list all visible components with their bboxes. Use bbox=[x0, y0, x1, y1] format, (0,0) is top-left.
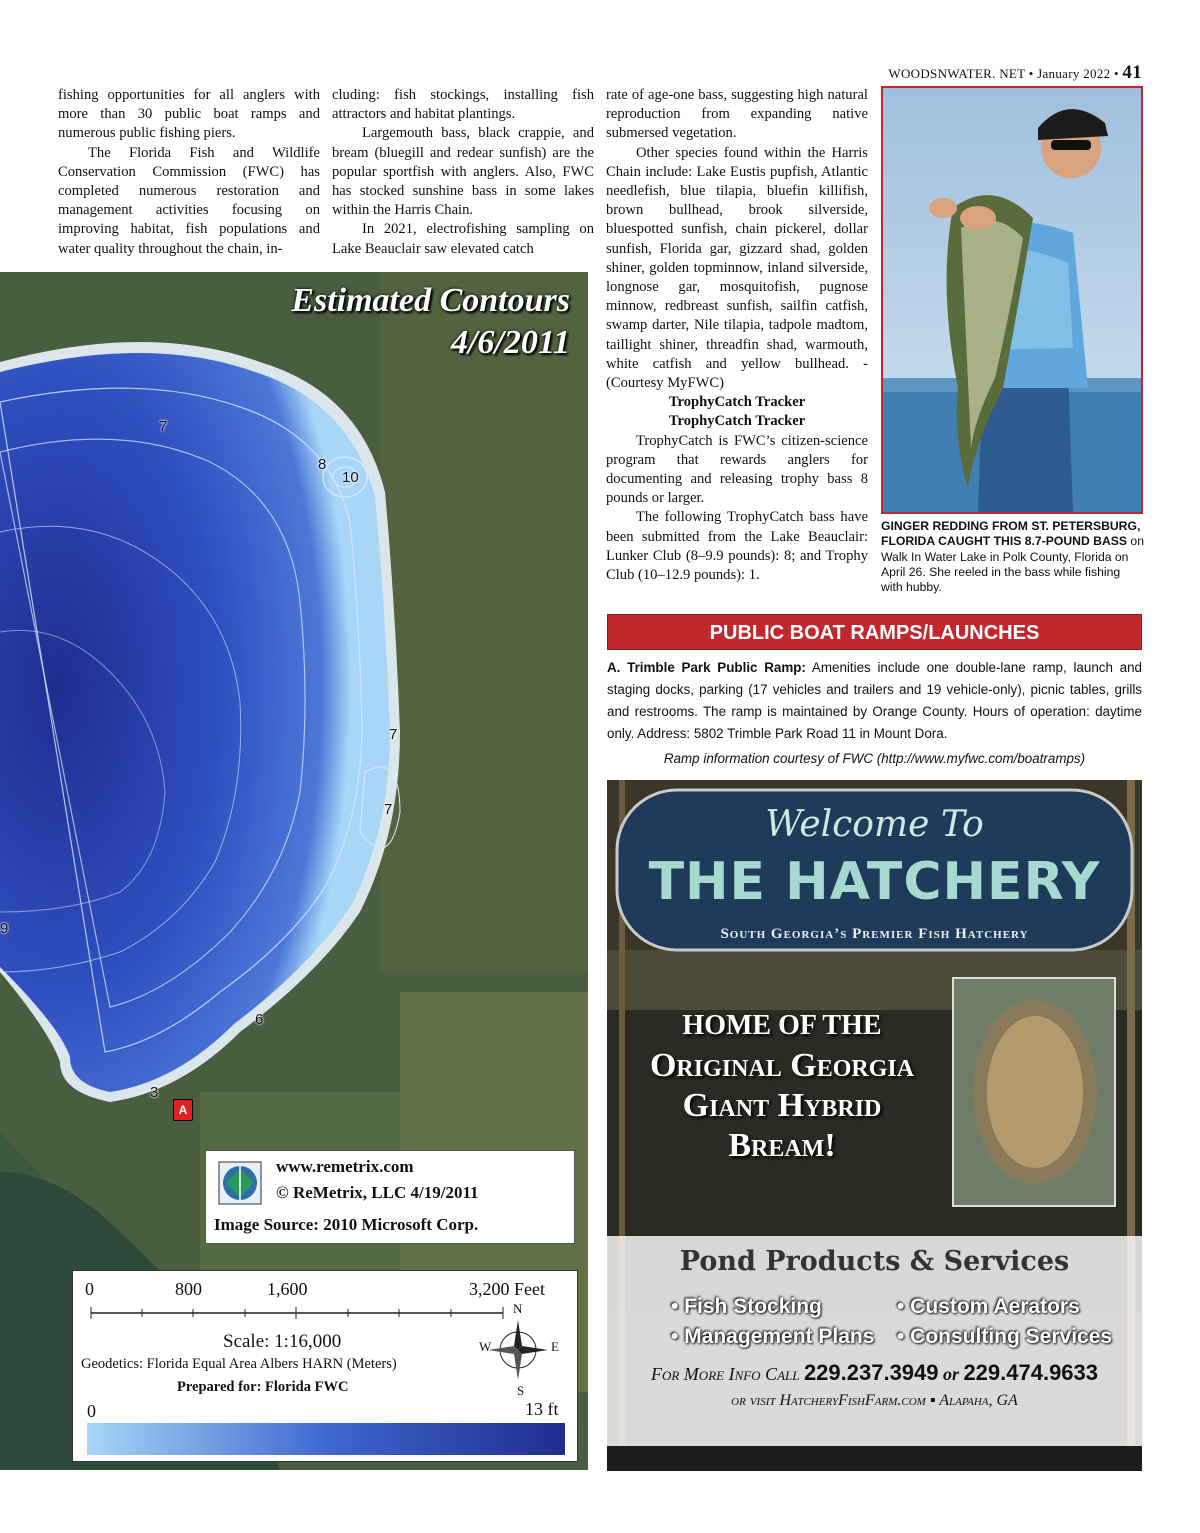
depth-label: 9 bbox=[0, 920, 9, 937]
scale-bar bbox=[83, 1305, 523, 1321]
ad-service-item: • Fish Stocking bbox=[671, 1295, 822, 1318]
map-legend bbox=[72, 1270, 578, 1462]
ad-services-right bbox=[897, 1292, 1112, 1352]
ad-tagline-line: Bream! bbox=[728, 1127, 836, 1164]
depth-label: 7 bbox=[384, 801, 393, 818]
page-header bbox=[888, 62, 1142, 84]
angler-photo bbox=[881, 86, 1143, 514]
article-column-3 bbox=[606, 86, 868, 585]
paragraph: Other species found within the Harris Chain include: Lake Eustis pupfish, Atlantic needlefish, blue tilapia, bluefin killifish, brown bullhead, brook silverside, bluespotted sunfish, chain pickerel, dollar sunfish, Florida gar, gizzard shad, golden shiner, golden topminnow, inland silverside, longnose gar, mosquitofish, pugnose minnow, redbreast sunfish, sailfin catfish, swamp darter, Nile tilapia, tadpole madtom, taillight shiner, threadfin shad, warmouth, white catfish and yellow bullhead. - (Courtesy MyFWC) bbox=[606, 144, 868, 392]
paragraph: In 2021, electrofishing sampling on Lake Beauclair saw elevated catch bbox=[332, 221, 594, 257]
header-separator: • bbox=[1028, 66, 1034, 81]
ad-phone-line bbox=[607, 1360, 1142, 1386]
hatchery-advertisement bbox=[607, 780, 1142, 1471]
depth-label: 8 bbox=[318, 456, 327, 473]
scale-tick-label: 800 bbox=[175, 1279, 202, 1299]
depth-label: 10 bbox=[342, 469, 359, 486]
compass-rose-icon bbox=[483, 1315, 553, 1385]
site-name: WOODSNWATER. NET bbox=[888, 66, 1026, 81]
map-title-line: Estimated Contours bbox=[291, 282, 570, 319]
prepared-for: Prepared for: Florida FWC bbox=[177, 1379, 349, 1395]
issue-date: January 2022 bbox=[1037, 66, 1111, 81]
ad-service-item: • Custom Aerators bbox=[897, 1295, 1080, 1318]
article-column-2 bbox=[332, 86, 594, 259]
ramp-credit: Ramp information courtesy of FWC (http://www.myfwc.com/boatramps) bbox=[663, 751, 1086, 766]
depth-label: 3 bbox=[150, 1084, 159, 1101]
scale-tick-label: 1,600 bbox=[267, 1279, 308, 1299]
paragraph: rate of age-one bass, suggesting high natural reproduction from expanding native submersed vegetation. bbox=[606, 87, 868, 142]
depth-gradient-bar bbox=[87, 1423, 565, 1455]
ad-products-title: Pond Products & Services bbox=[679, 1246, 1070, 1277]
compass-e: E bbox=[551, 1339, 559, 1354]
paragraph: fishing opportunities for all anglers with more than 30 public boat ramps and numerous public fishing piers. bbox=[58, 87, 320, 142]
subheading: TrophyCatch Tracker bbox=[668, 394, 806, 411]
depth-label: 7 bbox=[389, 726, 398, 743]
depth-label: 7 bbox=[159, 418, 168, 435]
ad-service-item: • Management Plans bbox=[671, 1325, 875, 1348]
credit-source: Image Source: 2010 Microsoft Corp. bbox=[214, 1215, 479, 1234]
ad-sign-subtitle: South Georgia’s Premier Fish Hatchery bbox=[720, 926, 1029, 942]
depth-max-label: 13 ft bbox=[525, 1399, 559, 1419]
scale-tick-label: 3,200 Feet bbox=[469, 1279, 545, 1299]
section-heading-bar: PUBLIC BOAT RAMPS/LAUNCHES bbox=[607, 614, 1142, 650]
ad-service-item: • Consulting Services bbox=[897, 1325, 1113, 1348]
depth-label: 6 bbox=[255, 1011, 264, 1028]
scale-tick-label: 0 bbox=[85, 1279, 94, 1299]
caption-bold: GINGER REDDING FROM ST. PETERSBURG, FLORIDA CAUGHT THIS 8.7-POUND BASS bbox=[881, 519, 1141, 549]
map-title-date: 4/6/2011 bbox=[450, 324, 570, 361]
photo-caption bbox=[881, 519, 1145, 595]
credit-url: www.remetrix.com bbox=[276, 1157, 414, 1176]
geodetics-text: Geodetics: Florida Equal Area Albers HARN (Meters) bbox=[81, 1356, 397, 1372]
page-number: 41 bbox=[1122, 62, 1142, 83]
ad-sign-welcome: Welcome To bbox=[765, 804, 984, 845]
paragraph: Largemouth bass, black crappie, and bream (bluegill and redear sunfish) are the popular sportfish with anglers. Also, FWC has stocked sunshine bass in some lakes within the Harris Chain. bbox=[332, 125, 594, 219]
ramp-description bbox=[607, 657, 1142, 745]
credit-copyright: © ReMetrix, LLC 4/19/2011 bbox=[276, 1183, 479, 1202]
ad-sign-title: THE HATCHERY bbox=[648, 852, 1101, 912]
caption-text: on Walk In Water Lake in Polk County, Florida on April 26. She reeled in the bass while fishing with hubby. bbox=[881, 534, 1144, 595]
depth-min-label: 0 bbox=[87, 1401, 96, 1421]
paragraph: cluding: fish stockings, installing fish attractors and habitat plantings. bbox=[332, 87, 594, 123]
ad-tagline-line: Original Georgia bbox=[649, 1047, 915, 1084]
ad-services-left bbox=[671, 1292, 874, 1352]
scale-ratio: Scale: 1:16,000 bbox=[223, 1331, 342, 1352]
ramp-label: A. Trimble Park Public Ramp: bbox=[607, 660, 806, 675]
ramp-text: Amenities include one double-lane ramp, launch and staging docks, parking (17 vehicles and trailers and 19 vehicle-only), picnic tables, grills and restrooms. The ramp is maintained by Orange County. Hours of operation: daytime only. Address: 5802 Trimble Park Road 11 in Mount Dora. bbox=[607, 660, 1143, 741]
ad-phone-2: 229.474.9633 bbox=[963, 1360, 1099, 1385]
paragraph: The following TrophyCatch bass have been submitted from the Lake Beauclair: Lunker Club (8–9.9 pounds): 8; and Trophy Club (10–12.9 pounds): 1. bbox=[606, 509, 868, 584]
ad-location: Alapaha, GA bbox=[939, 1392, 1018, 1409]
compass-s: S bbox=[517, 1383, 525, 1398]
map-credit-box bbox=[205, 1150, 575, 1244]
ad-phone-1: 229.237.3949 bbox=[803, 1360, 939, 1385]
ad-tagline-line: Giant Hybrid bbox=[682, 1087, 882, 1124]
angler-with-bass-illustration bbox=[883, 88, 1141, 512]
remetrix-logo-icon bbox=[218, 1161, 262, 1205]
ad-bullet: ▪ bbox=[929, 1392, 936, 1409]
ad-website: or visit HatcheryFishFarm.com bbox=[731, 1392, 926, 1409]
ad-call-prefix: For More Info Call bbox=[650, 1364, 800, 1384]
article-column-1 bbox=[58, 86, 320, 259]
subheading: TrophyCatch Tracker bbox=[668, 413, 806, 430]
boat-ramp-marker: A bbox=[173, 1099, 193, 1121]
ad-tagline bbox=[617, 1006, 947, 1166]
map-title bbox=[291, 280, 570, 364]
compass-w: W bbox=[479, 1339, 492, 1354]
compass-n: N bbox=[513, 1301, 523, 1316]
ad-visit-line bbox=[607, 1392, 1142, 1410]
ad-trademark: *GEORGIA GIANT IS A REGISTERED TRADEMARK. FORMERLY KEN'S FISH HATCHERY bbox=[671, 1422, 1078, 1432]
ad-tagline-line: HOME OF THE bbox=[682, 1010, 882, 1041]
paragraph: TrophyCatch is FWC’s citizen-science program that rewards anglers for documenting and releasing trophy bass 8 pounds or larger. bbox=[606, 432, 868, 507]
ad-or: or bbox=[942, 1364, 959, 1384]
paragraph: The Florida Fish and Wildlife Conservation Commission (FWC) has completed numerous restoration and management activities focusing on improving habitat, fish populations and water quality throughout the chain, in- bbox=[58, 144, 320, 257]
header-separator: • bbox=[1113, 66, 1119, 81]
